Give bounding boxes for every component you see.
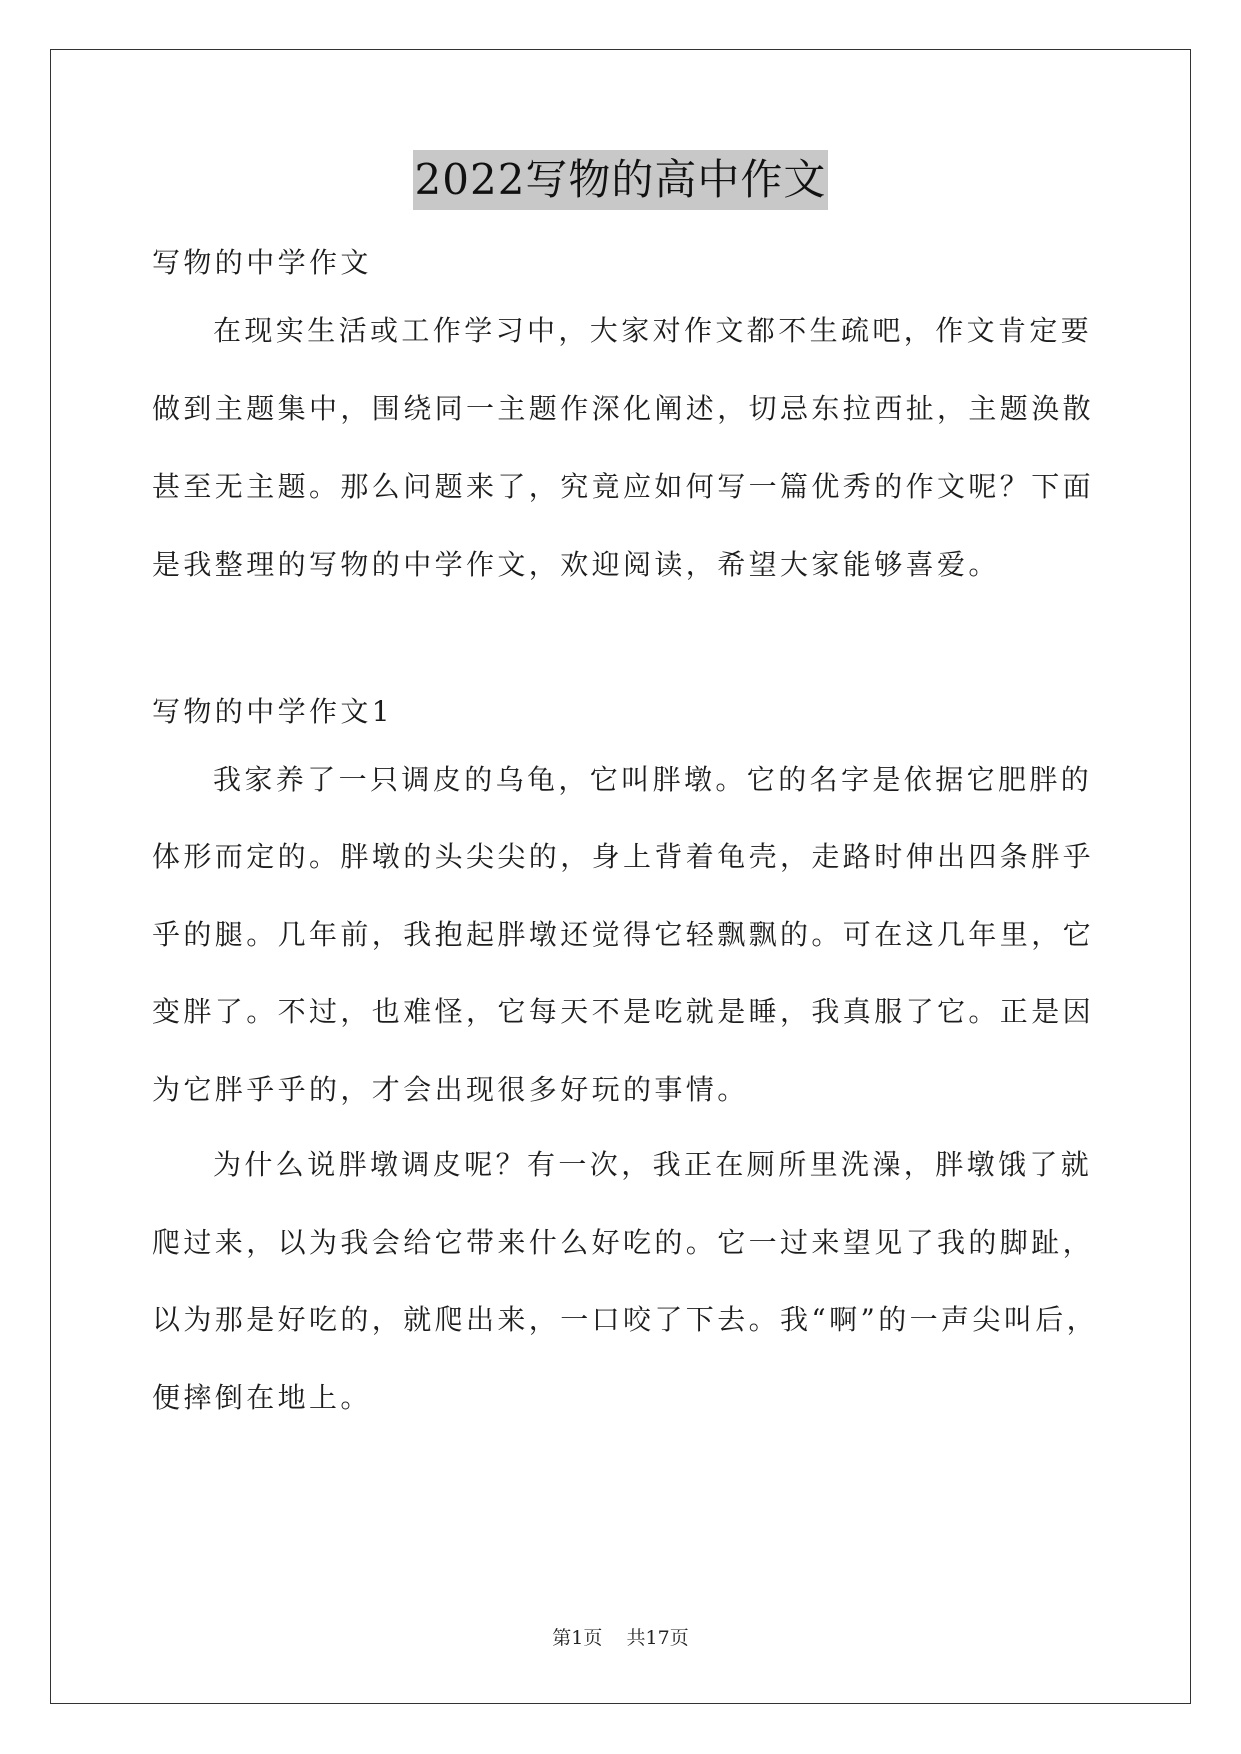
paragraph-line: 是我整理的写物的中学作文，欢迎阅读，希望大家能够喜爱。 — [152, 548, 1000, 581]
paragraph-line: 以为那是好吃的，就爬出来，一口咬了下去。我“啊”的一声尖叫后， — [152, 1303, 1099, 1336]
page-footer — [0, 1626, 1241, 1650]
paragraph-line: 做到主题集中，围绕同一主题作深化阐述，切忌东拉西扯，主题涣散 — [152, 392, 1095, 425]
page-total: 共17页 — [626, 1627, 689, 1649]
section-heading: 写物的中学作文1 — [152, 695, 394, 728]
paragraph-line: 变胖了。不过，也难怪，它每天不是吃就是睡，我真服了它。正是因 — [152, 995, 1095, 1028]
paragraph-line: 为什么说胖墩调皮呢？有一次，我正在厕所里洗澡，胖墩饿了就 — [213, 1148, 1093, 1181]
paragraph-line: 甚至无主题。那么问题来了，究竟应如何写一篇优秀的作文呢？下面 — [152, 470, 1095, 503]
paragraph-line: 爬过来，以为我会给它带来什么好吃的。它一过来望见了我的脚趾， — [152, 1226, 1095, 1259]
paragraph-line: 在现实生活或工作学习中，大家对作文都不生疏吧，作文肯定要 — [213, 314, 1093, 347]
paragraph-line: 便摔倒在地上。 — [152, 1381, 372, 1414]
section-heading: 写物的中学作文 — [152, 246, 372, 279]
paragraph-line: 我家养了一只调皮的乌龟，它叫胖墩。它的名字是依据它肥胖的 — [213, 763, 1093, 796]
document-title: 2022写物的高中作文 — [413, 150, 829, 210]
page-number: 第1页 — [552, 1627, 603, 1649]
paragraph-line: 乎的腿。几年前，我抱起胖墩还觉得它轻飘飘的。可在这几年里，它 — [152, 918, 1095, 951]
paragraph-line: 体形而定的。胖墩的头尖尖的，身上背着龟壳，走路时伸出四条胖乎 — [152, 840, 1095, 873]
title-container — [0, 150, 1241, 210]
paragraph-line: 为它胖乎乎的，才会出现很多好玩的事情。 — [152, 1073, 749, 1106]
